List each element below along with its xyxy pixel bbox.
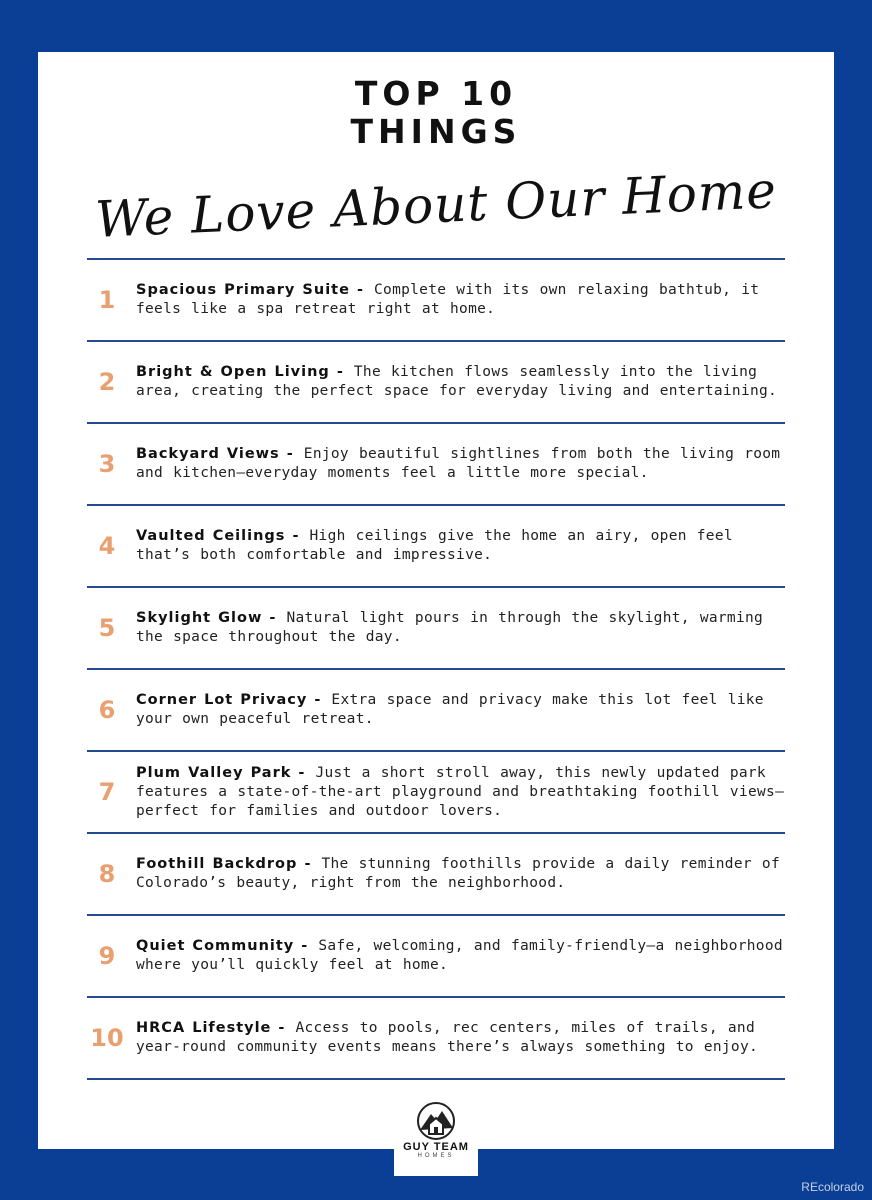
- logo-sub: HOMES: [417, 1153, 455, 1159]
- item-title: HRCA Lifestyle -: [136, 1020, 286, 1036]
- list-item: [87, 424, 785, 504]
- item-title: Backyard Views -: [136, 446, 294, 462]
- list-item: [87, 506, 785, 586]
- item-text: Just a short stroll away, this newly updated park features a state-of-the-art playground and breathtaking foothill views—perfect for families and outdoor lovers.: [136, 764, 785, 819]
- logo-name: GUY TEAM: [403, 1141, 469, 1153]
- item-number: 5: [98, 614, 116, 642]
- item-title: Corner Lot Privacy -: [136, 692, 322, 708]
- item-text: The kitchen flows seamlessly into the living area, creating the perfect space for everyday living and entertaining.: [136, 364, 778, 399]
- item-number: 10: [90, 1024, 124, 1052]
- item-text: Access to pools, rec centers, miles of trails, and year-round community events means there’s always something to enjoy.: [136, 1020, 759, 1055]
- item-number: 7: [98, 778, 116, 806]
- item-text: High ceilings give the home an airy, open feel that’s both comfortable and impressive.: [136, 528, 733, 563]
- item-title: Skylight Glow -: [136, 610, 277, 626]
- script-subtitle: We Love About Our Home: [94, 161, 778, 249]
- watermark: REcolorado: [801, 1180, 864, 1194]
- item-text: Complete with its own relaxing bathtub, it feels like a spa retreat right at home.: [136, 282, 760, 317]
- item-number: 2: [98, 368, 116, 396]
- list-item: [87, 834, 785, 914]
- item-number: 8: [98, 860, 116, 888]
- list-item: [87, 998, 785, 1078]
- item-number: 1: [98, 286, 116, 314]
- list-item: [87, 260, 785, 340]
- list-item: [87, 752, 785, 832]
- item-title: Foothill Backdrop -: [136, 856, 312, 872]
- flyer-card: [38, 52, 834, 1159]
- item-number: 3: [98, 450, 116, 478]
- item-text: Natural light pours in through the skylight, warming the space throughout the day.: [136, 610, 764, 645]
- item-number: 4: [98, 532, 116, 560]
- list-item: [87, 916, 785, 996]
- item-text: Enjoy beautiful sightlines from both the living room and kitchen—everyday moments feel a little more special.: [136, 446, 781, 481]
- guy-team-logo: [394, 1096, 478, 1176]
- top-ten-list: [87, 258, 785, 1080]
- item-title: Bright & Open Living -: [136, 364, 344, 380]
- item-text: Safe, welcoming, and family-friendly—a neighborhood where you’ll quickly feel at home.: [136, 938, 783, 973]
- divider: [87, 1078, 785, 1080]
- title-line-2: THINGS: [350, 112, 522, 151]
- list-item: [87, 342, 785, 422]
- item-text: Extra space and privacy make this lot feel like your own peaceful retreat.: [136, 692, 764, 727]
- item-title: Vaulted Ceilings -: [136, 528, 300, 544]
- list-item: [87, 588, 785, 668]
- item-title: Spacious Primary Suite -: [136, 282, 364, 298]
- item-title: Quiet Community -: [136, 938, 309, 954]
- list-item: [87, 670, 785, 750]
- item-text: The stunning foothills provide a daily reminder of Colorado’s beauty, right from the neighborhood.: [136, 856, 780, 891]
- item-number: 6: [98, 696, 116, 724]
- title-line-1: TOP 10: [354, 74, 518, 113]
- house-mountain-icon: [411, 1100, 461, 1140]
- item-number: 9: [98, 942, 116, 970]
- item-title: Plum Valley Park -: [136, 764, 306, 781]
